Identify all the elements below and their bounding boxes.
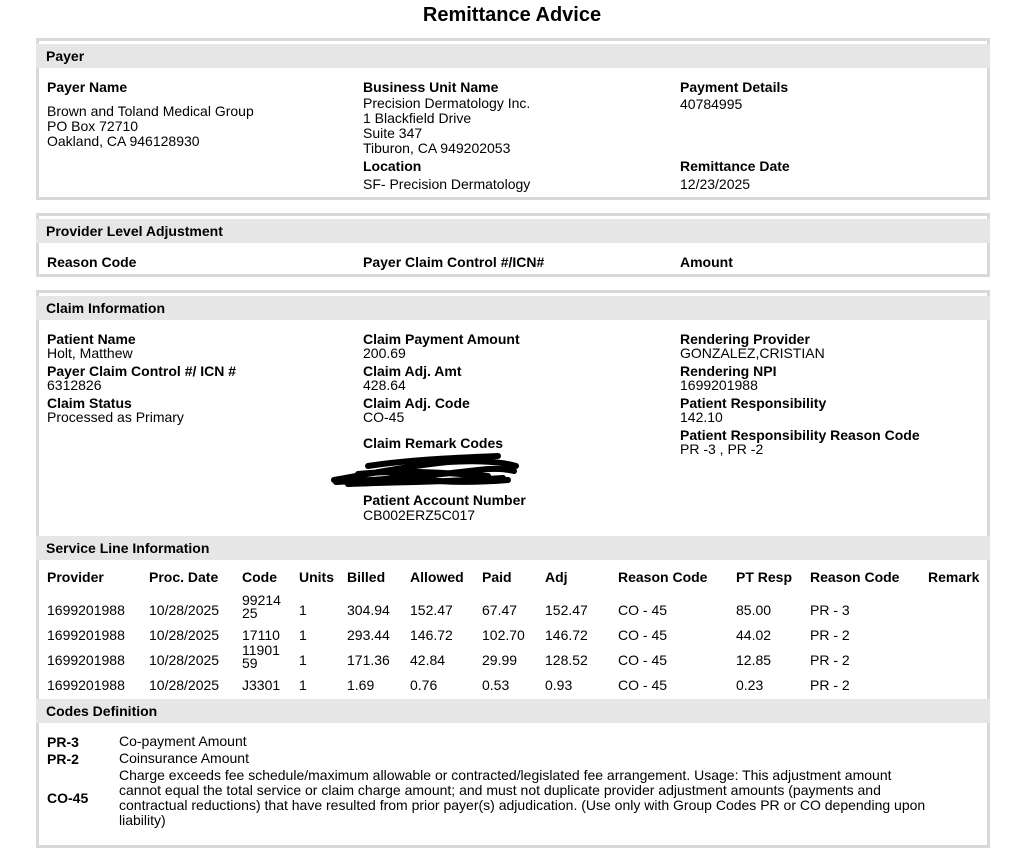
col-units: Units [299, 569, 334, 585]
claim-adj-code-label: Claim Adj. Code [363, 395, 470, 411]
icn-column: Payer Claim Control #/ICN# [363, 254, 545, 270]
location-value: SF- Precision Dermatology [363, 176, 531, 192]
svc-paid: 102.70 [482, 627, 525, 643]
payer-address-line: PO Box 72710 [47, 118, 139, 134]
rendering-npi-value: 1699201988 [680, 377, 758, 393]
patient-name-label: Patient Name [47, 331, 136, 347]
svc-reason-code: CO - 45 [618, 652, 668, 668]
patient-account-label: Patient Account Number [363, 492, 526, 508]
svc-proc-date: 10/28/2025 [149, 677, 220, 693]
code-pr3: PR-3 [47, 734, 79, 750]
payment-details-value: 40784995 [680, 96, 743, 112]
svc-provider: 1699201988 [47, 627, 125, 643]
provider-adjustment-header: Provider Level Adjustment [36, 219, 990, 243]
patient-name-value: Holt, Matthew [47, 345, 133, 361]
patient-responsibility-reason-value: PR -3 , PR -2 [680, 441, 764, 457]
col-adj: Adj [545, 569, 568, 585]
payment-details-label: Payment Details [680, 79, 789, 95]
code-co45: CO-45 [47, 790, 89, 806]
icn-value: 6312826 [47, 377, 102, 393]
code-co45-definition-line: cannot equal the total service or claim charge amount; and must not duplicate provider adjustment amounts (payments and [119, 782, 881, 798]
svc-allowed: 146.72 [410, 627, 453, 643]
svc-provider: 1699201988 [47, 677, 125, 693]
payer-section-header: Payer [36, 44, 990, 68]
payer-city-line: Oakland, CA 946128930 [47, 133, 200, 149]
svc-billed: 304.94 [347, 602, 390, 618]
business-unit-label: Business Unit Name [363, 79, 499, 95]
svc-pt-resp: 12.85 [736, 652, 772, 668]
claim-adj-amt-label: Claim Adj. Amt [363, 363, 462, 379]
payer-name-label: Payer Name [47, 79, 128, 95]
svc-pt-resp: 85.00 [736, 602, 772, 618]
business-unit-line: Suite 347 [363, 125, 423, 141]
code-pr3-definition: Co-payment Amount [119, 733, 247, 749]
svc-adj: 0.93 [545, 677, 573, 693]
remittance-date-value: 12/23/2025 [680, 176, 751, 192]
codes-definition-header: Codes Definition [36, 699, 990, 723]
col-reason-code: Reason Code [618, 569, 708, 585]
business-unit-line: Tiburon, CA 949202053 [363, 140, 511, 156]
svc-code-part: 99214 [242, 592, 281, 608]
svc-proc-date: 10/28/2025 [149, 627, 220, 643]
rendering-npi-label: Rendering NPI [680, 363, 777, 379]
col-allowed: Allowed [410, 569, 464, 585]
col-paid: Paid [482, 569, 512, 585]
svc-paid: 67.47 [482, 602, 518, 618]
reason-code-column: Reason Code [47, 254, 137, 270]
svc-reason-code: CO - 45 [618, 602, 668, 618]
col-pt-resp: PT Resp [736, 569, 793, 585]
svc-provider: 1699201988 [47, 652, 125, 668]
svc-billed: 293.44 [347, 627, 390, 643]
location-label: Location [363, 158, 422, 174]
svc-pt-resp: 44.02 [736, 627, 772, 643]
code-co45-definition-line: contractual reductions) that have resulted from prior payer(s) adjudication. (Use only with Group Codes PR or CO depending upon [119, 797, 926, 813]
claim-status-label: Claim Status [47, 395, 132, 411]
service-line-header: Service Line Information [36, 536, 990, 560]
svc-paid: 29.99 [482, 652, 518, 668]
claim-status-value: Processed as Primary [47, 409, 184, 425]
col-billed: Billed [347, 569, 386, 585]
patient-responsibility-reason-label: Patient Responsibility Reason Code [680, 427, 920, 443]
svc-units: 1 [299, 677, 307, 693]
svc-billed: 171.36 [347, 652, 390, 668]
svc-units: 1 [299, 602, 307, 618]
svc-allowed: 152.47 [410, 602, 453, 618]
amount-column: Amount [680, 254, 733, 270]
svc-billed: 1.69 [347, 677, 375, 693]
svc-reason-code: CO - 45 [618, 677, 668, 693]
code-co45-definition-line: Charge exceeds fee schedule/maximum allowable or contracted/legislated fee arrangement. Usage: This adjustment amount [119, 767, 892, 783]
page-title: Remittance Advice [422, 4, 602, 26]
rendering-provider-value: GONZALEZ,CRISTIAN [680, 345, 825, 361]
svc-pt-reason-code: PR - 3 [810, 602, 850, 618]
svc-code-part: 11901 [242, 642, 280, 658]
icn-label: Payer Claim Control #/ ICN # [47, 363, 237, 379]
claim-remark-codes-label: Claim Remark Codes [363, 435, 504, 451]
svc-code: J3301 [242, 677, 281, 693]
svc-allowed: 0.76 [410, 677, 438, 693]
svc-units: 1 [299, 627, 307, 643]
claim-payment-amount-value: 200.69 [363, 345, 406, 361]
patient-account-value: CB002ERZ5C017 [363, 507, 476, 523]
svc-proc-date: 10/28/2025 [149, 602, 220, 618]
claim-section-header: Claim Information [36, 296, 990, 320]
svc-adj: 128.52 [545, 652, 588, 668]
svc-adj: 146.72 [545, 627, 588, 643]
svc-adj: 152.47 [545, 602, 588, 618]
svc-code-suffix: 25 [242, 605, 258, 621]
svc-pt-resp: 0.23 [736, 677, 764, 693]
redaction-scribble [328, 452, 528, 492]
svc-code [242, 644, 280, 670]
claim-adj-code-value: CO-45 [363, 409, 405, 425]
claim-adj-amt-value: 428.64 [363, 377, 406, 393]
svc-provider: 1699201988 [47, 602, 125, 618]
business-unit-line: 1 Blackfield Drive [363, 110, 472, 126]
patient-responsibility-label: Patient Responsibility [680, 395, 827, 411]
svc-pt-reason-code: PR - 2 [810, 627, 850, 643]
svc-code [242, 594, 281, 620]
business-unit-line: Precision Dermatology Inc. [363, 95, 531, 111]
svc-reason-code: CO - 45 [618, 627, 668, 643]
code-pr2: PR-2 [47, 751, 79, 767]
code-co45-definition-line: liability) [119, 812, 166, 828]
claim-payment-amount-label: Claim Payment Amount [363, 331, 520, 347]
svc-units: 1 [299, 652, 307, 668]
col-provider: Provider [47, 569, 104, 585]
svc-code-suffix: 59 [242, 655, 258, 671]
svc-pt-reason-code: PR - 2 [810, 677, 850, 693]
code-pr2-definition: Coinsurance Amount [119, 750, 249, 766]
patient-responsibility-value: 142.10 [680, 409, 723, 425]
col-code: Code [242, 569, 277, 585]
svc-code: 17110 [242, 627, 280, 643]
col-remark: Remark [928, 569, 980, 585]
col-pt-reason-code: Reason Code [810, 569, 900, 585]
svc-allowed: 42.84 [410, 652, 446, 668]
remittance-date-label: Remittance Date [680, 158, 790, 174]
redaction-stroke [334, 456, 516, 484]
rendering-provider-label: Rendering Provider [680, 331, 810, 347]
svc-paid: 0.53 [482, 677, 510, 693]
payer-name-line: Brown and Toland Medical Group [47, 103, 254, 119]
svc-pt-reason-code: PR - 2 [810, 652, 850, 668]
col-proc-date: Proc. Date [149, 569, 219, 585]
svc-proc-date: 10/28/2025 [149, 652, 220, 668]
